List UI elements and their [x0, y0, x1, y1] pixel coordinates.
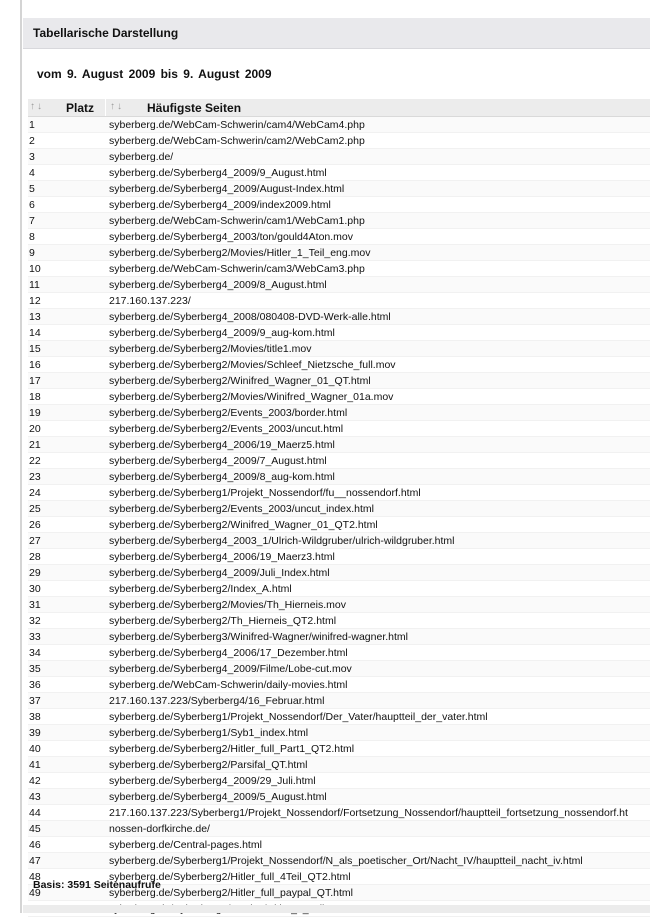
table-row: [28, 213, 650, 229]
rank-cell: 40: [28, 741, 109, 757]
table-row: [28, 709, 650, 725]
rank-cell: 22: [28, 453, 109, 469]
table-row: [28, 261, 650, 277]
table-row: [28, 133, 650, 149]
rank-cell: 46: [28, 837, 109, 853]
table-row: [28, 757, 650, 773]
page-url-cell: syberberg.de/Syberberg2/Events_2003/border.html: [109, 405, 650, 421]
table-row: [28, 405, 650, 421]
page-url-cell: syberberg.de/WebCam-Schwerin/daily-movies.html: [109, 677, 650, 693]
page-url-cell: syberberg.de/Syberberg2/Th_Hierneis_QT2.html: [109, 613, 650, 629]
rank-cell: 16: [28, 357, 109, 373]
rank-cell: 39: [28, 725, 109, 741]
rank-cell: 6: [28, 197, 109, 213]
table-row: [28, 549, 650, 565]
table-row: [28, 853, 650, 869]
table-row: [28, 693, 650, 709]
page-url-cell: syberberg.de/Syberberg4_2009/9_August.html: [109, 165, 650, 181]
rank-cell: 23: [28, 469, 109, 485]
page-url-cell: syberberg.de/Syberberg2/Parsifal_QT.html: [109, 757, 650, 773]
rank-cell: 38: [28, 709, 109, 725]
page-url-cell: syberberg.de/Syberberg2/Index_A.html: [109, 581, 650, 597]
table-row: [28, 533, 650, 549]
page-url-cell: syberberg.de/Syberberg2/Winifred_Wagner_01_QT.html: [109, 373, 650, 389]
page-url-cell: 217.160.137.223/Syberberg4/16_Februar.html: [109, 693, 650, 709]
rank-cell: 8: [28, 229, 109, 245]
table-row: [28, 437, 650, 453]
rank-cell: 14: [28, 325, 109, 341]
rank-cell: 48: [28, 869, 109, 885]
column-header-page[interactable]: Häufigste Seiten: [147, 101, 242, 115]
page-url-cell: syberberg.de/Syberberg4_2009/Juli_Index.html: [109, 565, 650, 581]
rank-cell: 24: [28, 485, 109, 501]
page-url-cell: syberberg.de/Syberberg4_2009/Filme/Lobe-cut.mov: [109, 661, 650, 677]
table-row: [28, 293, 650, 309]
page-url-cell: syberberg.de/Syberberg4_2009/August-Index.html: [109, 181, 650, 197]
rank-cell: 35: [28, 661, 109, 677]
footer-bar: [23, 905, 650, 913]
page-url-cell: 217.160.137.223/Syberberg1/Projekt_Nossendorf/Fortsetzung_Nossendorf/hauptteil_fortsetzung_nossendorf.ht: [109, 805, 650, 821]
table-row: [28, 277, 650, 293]
page-url-cell: syberberg.de/Syberberg2/Events_2003/uncut.html: [109, 421, 650, 437]
rank-cell: 19: [28, 405, 109, 421]
rank-cell: 2: [28, 133, 109, 149]
rank-cell: 10: [28, 261, 109, 277]
page-url-cell: syberberg.de/WebCam-Schwerin/cam3/WebCam3.php: [109, 261, 650, 277]
table-row: [28, 357, 650, 373]
rank-cell: 29: [28, 565, 109, 581]
table-row: [28, 837, 650, 853]
page-url-cell: syberberg.de/Syberberg4_2006/19_Maerz5.html: [109, 437, 650, 453]
column-divider: [105, 99, 106, 116]
page-url-cell: syberberg.de/Syberberg2/Hitler_full_4Teil_QT2.html: [109, 869, 650, 885]
page-url-cell: syberberg.de/WebCam-Schwerin/cam1/WebCam1.php: [109, 213, 650, 229]
page-url-cell: syberberg.de/Syberberg2/Movies/Th_Hierneis.mov: [109, 597, 650, 613]
table-row: [28, 805, 650, 821]
page-url-cell: syberberg.de/Syberberg2/Movies/title1.mov: [109, 341, 650, 357]
basis-summary: Basis: 3591 Seitenaufrufe: [33, 879, 161, 891]
rank-cell: 18: [28, 389, 109, 405]
table-row: [28, 741, 650, 757]
page-url-cell: syberberg.de/Syberberg3/Winifred-Wagner/winifred-wagner.html: [109, 629, 650, 645]
rank-cell: 41: [28, 757, 109, 773]
table-row: [28, 517, 650, 533]
rank-cell: 47: [28, 853, 109, 869]
rank-cell: 5: [28, 181, 109, 197]
rank-cell: 45: [28, 821, 109, 837]
table-row: [28, 629, 650, 645]
table-row: [28, 341, 650, 357]
table-row: [28, 725, 650, 741]
table-row: [28, 645, 650, 661]
table-row: [28, 389, 650, 405]
page-url-cell: syberberg.de/Syberberg2/Events_2003/uncut_index.html: [109, 501, 650, 517]
table-row: [28, 597, 650, 613]
page-url-cell: syberberg.de/Syberberg4_2003/ton/gould4Aton.mov: [109, 229, 650, 245]
table-row: [28, 309, 650, 325]
section-title: Tabellarische Darstellung: [33, 26, 179, 40]
page-url-cell: syberberg.de/Syberberg4_2009/8_aug-kom.html: [109, 469, 650, 485]
sort-arrows-icon[interactable]: ↑↓: [110, 101, 124, 112]
table-row: [28, 181, 650, 197]
table-row: [28, 245, 650, 261]
page-url-cell: syberberg.de/Syberberg1/Projekt_Nossendorf/fu__nossendorf.html: [109, 485, 650, 501]
page-url-cell: syberberg.de/Syberberg4_2009/7_August.html: [109, 453, 650, 469]
table-row: [28, 453, 650, 469]
page-url-cell: syberberg.de/WebCam-Schwerin/cam4/WebCam4.php: [109, 117, 650, 133]
table-row: [28, 677, 650, 693]
date-range: vom 9. August 2009 bis 9. August 2009: [37, 67, 272, 81]
table-row: [28, 197, 650, 213]
page-url-cell: syberberg.de/Syberberg4_2003_1/Ulrich-Wildgruber/ulrich-wildgruber.html: [109, 533, 650, 549]
table-row: [28, 773, 650, 789]
rank-cell: 4: [28, 165, 109, 181]
rank-cell: 12: [28, 293, 109, 309]
page-url-cell: syberberg.de/Syberberg1/Projekt_Nossendorf/N_als_poetischer_Ort/Nacht_IV/hauptteil_nacht_iv.html: [109, 853, 650, 869]
page-url-cell: syberberg.de/Syberberg1/Syb1_index.html: [109, 725, 650, 741]
rank-cell: 42: [28, 773, 109, 789]
left-border: [20, 0, 22, 913]
table-row: [28, 469, 650, 485]
rank-cell: 31: [28, 597, 109, 613]
table-header: [28, 99, 650, 117]
rank-cell: 9: [28, 245, 109, 261]
page-url-cell: syberberg.de/Syberberg4_2006/19_Maerz3.html: [109, 549, 650, 565]
page-url-cell: syberberg.de/Syberberg2/Winifred_Wagner_01_QT2.html: [109, 517, 650, 533]
page-url-cell: syberberg.de/Syberberg4_2008/080408-DVD-Werk-alle.html: [109, 309, 650, 325]
rank-cell: 21: [28, 437, 109, 453]
table-row: [28, 373, 650, 389]
table-row: [28, 421, 650, 437]
rank-cell: 37: [28, 693, 109, 709]
rank-cell: 34: [28, 645, 109, 661]
rank-cell: 33: [28, 629, 109, 645]
table-row: [28, 613, 650, 629]
page-url-cell: syberberg.de/Syberberg4_2009/29_Juli.html: [109, 773, 650, 789]
section-header: [23, 18, 650, 49]
rank-cell: 17: [28, 373, 109, 389]
table-row: [28, 117, 650, 133]
page-url-cell: nossen-dorfkirche.de/: [109, 821, 650, 837]
table-row: [28, 325, 650, 341]
rank-cell: 3: [28, 149, 109, 165]
rank-cell: 43: [28, 789, 109, 805]
page-url-cell: syberberg.de/Syberberg4_2009/5_August.html: [109, 789, 650, 805]
page-url-cell: syberberg.de/Syberberg2/Hitler_full_paypal_QT.html: [109, 885, 650, 901]
rank-cell: 25: [28, 501, 109, 517]
page-url-cell: 217.160.137.223/: [109, 293, 650, 309]
page-url-cell: syberberg.de/Syberberg4_2009/9_aug-kom.html: [109, 325, 650, 341]
table-row: [28, 581, 650, 597]
table-row: [28, 661, 650, 677]
rank-cell: 36: [28, 677, 109, 693]
page-url-cell: syberberg.de/Syberberg2/Hitler_full_Part1_QT2.html: [109, 741, 650, 757]
pages-table: [28, 117, 650, 917]
table-row: [28, 165, 650, 181]
table-row: [28, 485, 650, 501]
table-row: [28, 789, 650, 805]
page-url-cell: syberberg.de/Syberberg4_2006/17_Dezember.html: [109, 645, 650, 661]
page-url-cell: syberberg.de/Syberberg2/Movies/Winifred_Wagner_01a.mov: [109, 389, 650, 405]
page-url-cell: syberberg.de/WebCam-Schwerin/cam2/WebCam2.php: [109, 133, 650, 149]
rank-cell: 44: [28, 805, 109, 821]
table-row: [28, 565, 650, 581]
page-url-cell: syberberg.de/Syberberg1/Projekt_Nossendorf/Der_Vater/hauptteil_der_vater.html: [109, 709, 650, 725]
page-url-cell: syberberg.de/Syberberg4_2009/index2009.html: [109, 197, 650, 213]
rank-cell: 15: [28, 341, 109, 357]
table-row: [28, 501, 650, 517]
rank-cell: 49: [28, 885, 109, 901]
table-row: [28, 821, 650, 837]
table-row: [28, 229, 650, 245]
rank-cell: 13: [28, 309, 109, 325]
page-url-cell: syberberg.de/Syberberg4_2009/8_August.html: [109, 277, 650, 293]
page-url-cell: syberberg.de/Central-pages.html: [109, 837, 650, 853]
sort-arrows-icon[interactable]: ↑↓: [30, 101, 44, 112]
rank-cell: 26: [28, 517, 109, 533]
page-url-cell: syberberg.de/: [109, 149, 650, 165]
rank-cell: 30: [28, 581, 109, 597]
rank-cell: 11: [28, 277, 109, 293]
rank-cell: 20: [28, 421, 109, 437]
rank-cell: 7: [28, 213, 109, 229]
rank-cell: 28: [28, 549, 109, 565]
rank-cell: 32: [28, 613, 109, 629]
table-row: [28, 149, 650, 165]
rank-cell: 1: [28, 117, 109, 133]
column-header-rank[interactable]: Platz: [66, 101, 95, 115]
page-url-cell: syberberg.de/Syberberg2/Movies/Schleef_Nietzsche_full.mov: [109, 357, 650, 373]
rank-cell: 27: [28, 533, 109, 549]
page-url-cell: syberberg.de/Syberberg2/Movies/Hitler_1_Teil_eng.mov: [109, 245, 650, 261]
